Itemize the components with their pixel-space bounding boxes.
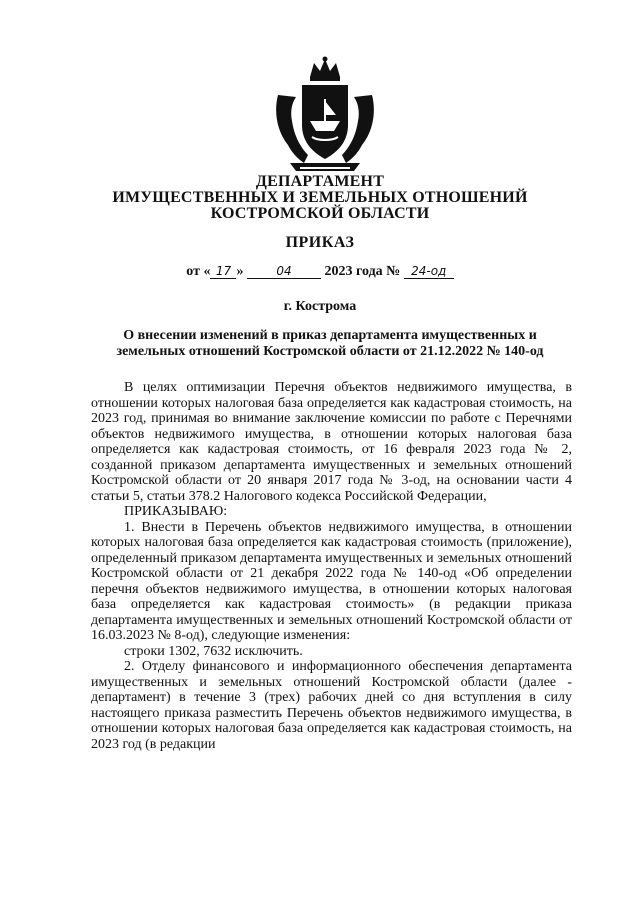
handwritten-month: 04 [247, 265, 321, 279]
handwritten-day: 17 [210, 265, 236, 279]
handwritten-order-number: 24-од [404, 265, 454, 279]
coat-of-arms-emblem [270, 55, 380, 175]
date-prefix: от « [186, 264, 211, 279]
department-line-2: ИМУЩЕСТВЕННЫХ И ЗЕМЕЛЬНЫХ ОТНОШЕНИЙ [112, 189, 528, 206]
preamble-paragraph: В целях оптимизации Перечня объектов недвижимого имущества, в отношении которых налоговая база определяется как кадастровая стоимость, на 2023 год, принимая во внимание заключение комиссии по работе с Перечнями объектов недвижимого имущества, в отношении которых налоговая база определяется как кадастровая стоимость, от 16 февраля 2023 года № 2, созданной приказом департамента имущественных и земельных отношений Костромской области от 20 января 2017 года № 3-од, на основании части 4 статьи 5, статьи 378.2 Налогового кодекса Российской Федерации, [91, 380, 572, 504]
item-2-paragraph: 2. Отделу финансового и информационного обеспечения департамента имущественных и земельных отношений Костромской области (далее - департамент) в течение 3 (трех) рабочих дней со дня вступления в силу настоящего приказа разместить Перечень объектов недвижимого имущества, в отношении которых налоговая база определяется как кадастровая стоимость, на 2023 год (в редакции [91, 659, 572, 752]
city-name: г. Кострома [283, 299, 357, 314]
date-close-quote: » [236, 264, 244, 279]
subject-line-2: земельных отношений Костромской области от 21.12.2022 № 140-од [116, 344, 544, 359]
order-body [91, 380, 572, 752]
order-title: ПРИКАЗ [285, 234, 355, 251]
department-line-1: ДЕПАРТАМЕНТ [255, 173, 385, 190]
order-date-line [0, 264, 640, 280]
item-1-change: строки 1302, 7632 исключить. [124, 643, 303, 659]
order-word: ПРИКАЗЫВАЮ: [124, 504, 228, 519]
department-line-3: КОСТРОМСКОЙ ОБЛАСТИ [210, 205, 430, 222]
subject-line-1: О внесении изменений в приказ департамента имущественных и [123, 328, 537, 343]
department-name [0, 174, 640, 222]
order-subject [90, 328, 570, 360]
year-and-number-label: 2023 года № [324, 264, 401, 279]
item-1-paragraph: 1. Внести в Перечень объектов недвижимого имущества, в отношении которых налоговая база определяется как кадастровая стоимость (приложение), определенный приказом департамента имущественных и земельных отношений Костромской области от 21 декабря 2022 года № 140-од «Об определении перечня объектов недвижимого имущества, в отношении которых налоговая база определяется как кадастровая стоимость» (в редакции приказа департамента имущественных и земельных отношений Костромской области от 16.03.2023 № 8-од), следующие изменения: [91, 519, 572, 643]
